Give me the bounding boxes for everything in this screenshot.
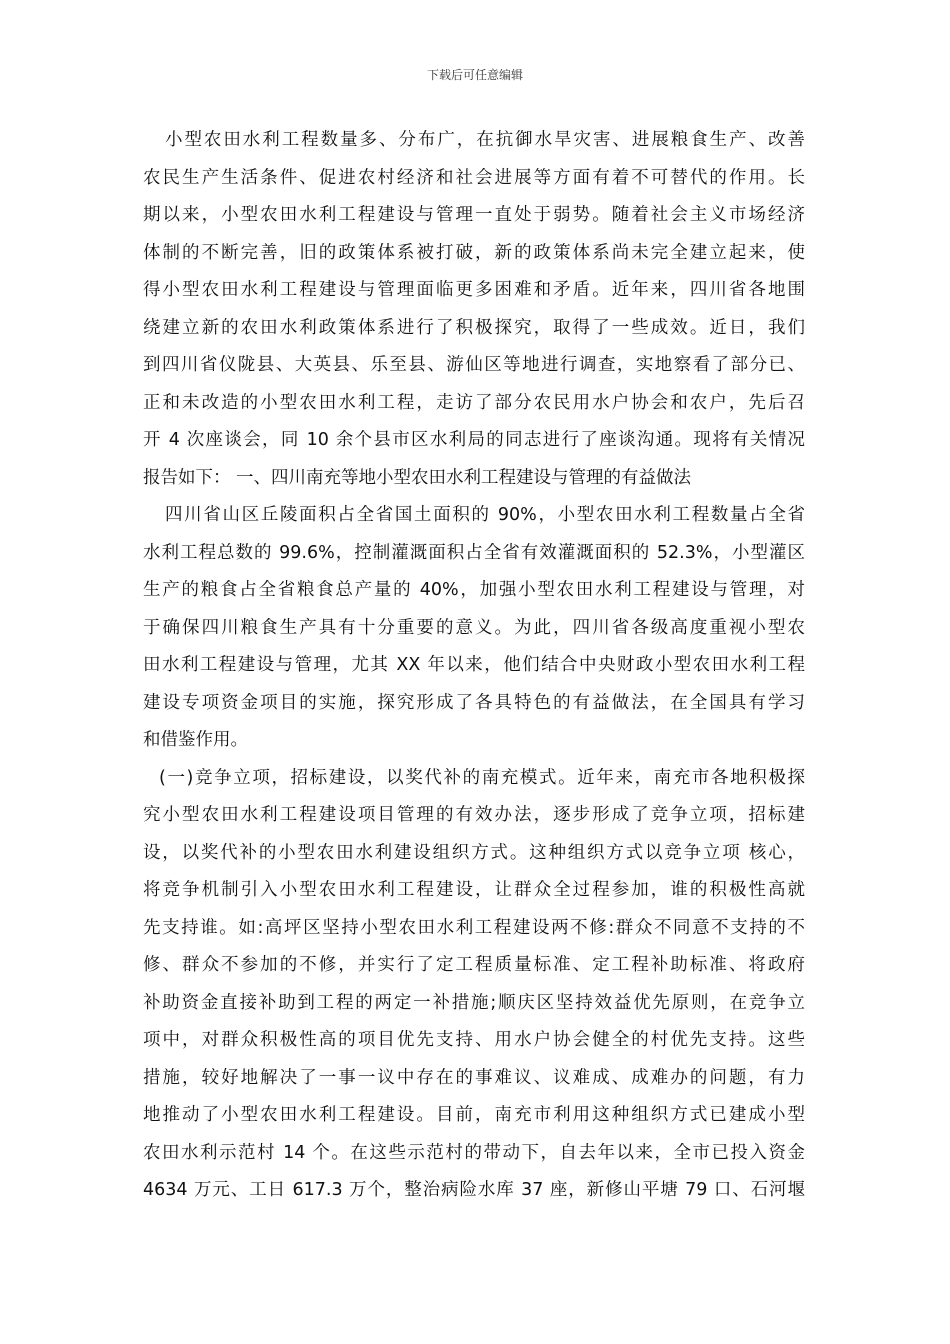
text-line: 开 4 次座谈会，同 10 余个县市区水利局的同志进行了座谈沟通。现将有关情况 — [143, 430, 805, 450]
text-line: 设，以奖代补的小型农田水利建设组织方式。这种组织方式以竞争立项 核心， — [143, 842, 805, 863]
text-line: 将竞争机制引入小型农田水利工程建设，让群众全过程参加，谁的积极性高就 — [143, 880, 805, 900]
text-line: (一)竞争立项，招标建设，以奖代补的南充模式。近年来，南充市各地积极探 — [159, 767, 805, 788]
text-line: 农民生产生活条件、促进农村经济和社会进展等方面有着不可替代的作用。长 — [143, 167, 805, 188]
text-line: 和借鉴作用。 — [143, 730, 248, 750]
text-line: 到四川省仪陇县、大英县、乐至县、游仙区等地进行调查，实地察看了部分已、 — [143, 355, 805, 375]
text-line: 农田水利示范村 14 个。在这些示范村的带动下，自去年以来，全市已投入资金 — [143, 1142, 805, 1163]
paragraph-nanchong-model — [143, 760, 805, 1210]
text-line: 小型农田水利工程数量多、分布广，在抗御水旱灾害、进展粮食生产、改善 — [165, 130, 805, 150]
text-line: 修、群众不参加的不修，并实行了定工程质量标准、定工程补助标准、将政府 — [143, 955, 805, 975]
text-line: 地推动了小型农田水利工程建设。目前，南充市利用这种组织方式已建成小型 — [143, 1105, 805, 1125]
text-line: 建设专项资金项目的实施，探究形成了各具特色的有益做法，在全国具有学习 — [143, 692, 805, 713]
text-line: 得小型农田水利工程建设与管理面临更多困难和矛盾。近年来，四川省各地围 — [143, 280, 805, 300]
paragraph-background — [143, 497, 805, 760]
text-line: 报告如下： 一、四川南充等地小型农田水利工程建设与管理的有益做法 — [143, 467, 692, 488]
text-line: 项中，对群众积极性高的项目优先支持、用水户协会健全的村优先支持。这些 — [143, 1030, 805, 1050]
text-line: 正和未改造的小型农田水利工程，走访了部分农民用水户协会和农户，先后召 — [143, 392, 805, 413]
page-header: 下载后可任意编辑 — [426, 68, 523, 82]
document-body — [143, 122, 805, 1210]
text-line: 先支持谁。如:高坪区坚持小型农田水利工程建设两不修:群众不同意不支持的不 — [143, 917, 805, 938]
text-line: 补助资金直接补助到工程的两定一补措施;顺庆区坚持效益优先原则，在竞争立 — [143, 992, 805, 1013]
text-line: 四川省山区丘陵面积占全省国土面积的 90%，小型农田水利工程数量占全省 — [165, 505, 805, 525]
text-line: 绕建立新的农田水利政策体系进行了积极探究，取得了一些成效。近日，我们 — [143, 317, 805, 338]
text-line: 措施，较好地解决了一事一议中存在的事难议、议难成、成难办的问题，有力 — [143, 1067, 805, 1088]
text-line: 生产的粮食占全省粮食总产量的 40%，加强小型农田水利工程建设与管理，对 — [143, 580, 805, 600]
text-line: 水利工程总数的 99.6%，控制灌溉面积占全省有效灌溉面积的 52.3%，小型灌区 — [143, 542, 805, 563]
text-line: 体制的不断完善，旧的政策体系被打破，新的政策体系尚未完全建立起来，使 — [143, 242, 805, 263]
text-line: 究小型农田水利工程建设项目管理的有效办法，逐步形成了竞争立项，招标建 — [143, 805, 805, 825]
text-line: 期以来，小型农田水利工程建设与管理一直处于弱势。随着社会主义市场经济 — [143, 205, 805, 225]
text-line: 4634 万元、工日 617.3 万个，整治病险水库 37 座，新修山平塘 79 口、石河堰 — [143, 1180, 805, 1200]
paragraph-intro — [143, 122, 805, 497]
text-line: 田水利工程建设与管理，尤其 XX 年以来，他们结合中央财政小型农田水利工程 — [143, 655, 805, 675]
text-line: 于确保四川粮食生产具有十分重要的意义。为此，四川省各级高度重视小型农 — [143, 617, 805, 638]
